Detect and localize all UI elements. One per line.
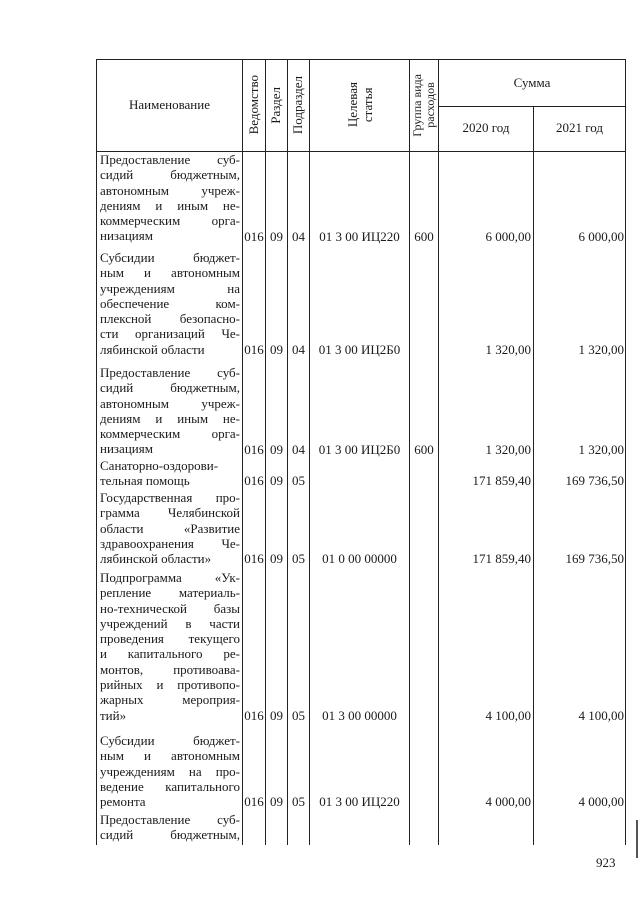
row-2020: 1 320,00 xyxy=(485,341,531,357)
row-name-line: репление материаль- xyxy=(100,585,240,601)
header-sum: Сумма xyxy=(513,74,551,90)
row-name-line: автономным учреж- xyxy=(100,182,240,198)
row-dept: 016 xyxy=(244,551,264,567)
row-name-line: низациям xyxy=(100,228,153,244)
row-section: 09 xyxy=(270,341,283,357)
row-name-line: учреждениям на про- xyxy=(100,763,240,779)
header-group-text xyxy=(411,74,437,137)
row-dept: 016 xyxy=(244,707,264,723)
row-name-line: Предоставление суб- xyxy=(100,365,240,380)
row-name xyxy=(100,570,240,723)
header-group xyxy=(410,60,438,150)
row-name-line: области «Развитие xyxy=(100,520,240,536)
row-dept: 016 xyxy=(244,473,264,489)
row-target: 01 3 00 00000 xyxy=(322,707,397,723)
row-dept: 016 xyxy=(244,794,264,810)
row-name-line: дениям и иным не- xyxy=(100,197,240,213)
header-dept xyxy=(243,60,265,150)
row-2021: 1 320,00 xyxy=(578,341,624,357)
row-2020: 6 000,00 xyxy=(485,228,531,244)
row-dept: 016 xyxy=(244,441,264,457)
header-dept-text: Ведомство xyxy=(245,75,261,135)
row-name-line: Санаторно-оздорови- xyxy=(100,458,219,473)
row-name-line: ведение капитального xyxy=(100,778,240,794)
row-2020: 171 859,40 xyxy=(472,473,531,489)
row-target: 01 3 00 ИЦ220 xyxy=(319,794,400,810)
row-subsection: 05 xyxy=(292,707,305,723)
row-name-line: плексной безопасно- xyxy=(100,311,240,327)
row-name-line: но-технической базы xyxy=(100,600,240,616)
row-name-line: учреждений в части xyxy=(100,615,240,631)
row-name-line: учреждениям на xyxy=(100,280,240,296)
row-2020: 171 859,40 xyxy=(472,551,531,567)
row-name-line: Подпрограмма «Ук- xyxy=(100,570,240,585)
row-2020: 4 000,00 xyxy=(485,794,531,810)
row-2021: 4 000,00 xyxy=(578,794,624,810)
row-subsection: 05 xyxy=(292,551,305,567)
row-name-line: дениям и иным не- xyxy=(100,410,240,426)
row-2021: 4 100,00 xyxy=(578,707,624,723)
row-name xyxy=(100,458,240,489)
row-2021: 169 736,50 xyxy=(565,551,624,567)
header-group-line2: расходов xyxy=(423,82,437,128)
row-dept: 016 xyxy=(244,228,264,244)
header-year-2020: 2020 год xyxy=(462,120,510,136)
header-target-line2: статья xyxy=(359,87,375,123)
header-target xyxy=(310,60,409,150)
row-name-line: сти организаций Че- xyxy=(100,326,240,342)
row-target: 01 0 00 00000 xyxy=(322,551,397,567)
row-name-line: здравоохранения Че- xyxy=(100,535,240,551)
header-target-line1: Целевая xyxy=(344,82,360,128)
row-name-line: ным и автономным xyxy=(100,265,240,281)
row-group: 600 xyxy=(414,441,434,457)
row-name-line: обеспечение ком- xyxy=(100,295,240,311)
row-name-line: автономным учреж- xyxy=(100,395,240,411)
row-name-line: ным и автономным xyxy=(100,748,240,764)
row-dept: 016 xyxy=(244,341,264,357)
row-name-line: Предоставление суб- xyxy=(100,812,240,827)
row-section: 09 xyxy=(270,794,283,810)
row-name xyxy=(100,733,240,809)
row-name-line: ремонта xyxy=(100,794,146,810)
row-name-line: Государственная про- xyxy=(100,490,240,505)
scan-mark xyxy=(636,820,638,858)
row-name-line: жарных мероприя- xyxy=(100,692,240,708)
header-subsection xyxy=(288,60,309,150)
row-name-line: монтов, противоава- xyxy=(100,661,240,677)
row-name-line: грамма Челябинской xyxy=(100,505,240,521)
row-name xyxy=(100,365,240,457)
row-name-line: сидий бюджетным, xyxy=(100,827,240,843)
row-target: 01 3 00 ИЦ2Б0 xyxy=(318,341,401,357)
row-2021: 6 000,00 xyxy=(578,228,624,244)
row-section: 09 xyxy=(270,551,283,567)
col-line-right xyxy=(625,59,626,845)
row-subsection: 05 xyxy=(292,473,305,489)
row-name-line: проведения текущего xyxy=(100,631,240,647)
row-section: 09 xyxy=(270,473,283,489)
row-2020: 4 100,00 xyxy=(485,707,531,723)
row-name-line: тельная помощь xyxy=(100,473,190,489)
row-subsection: 04 xyxy=(292,341,305,357)
header-subsection-text: Подраздел xyxy=(290,75,306,135)
row-name xyxy=(100,250,240,357)
row-2021: 1 320,00 xyxy=(578,441,624,457)
row-name-line: лябинской области» xyxy=(100,551,212,567)
header-target-text xyxy=(345,82,375,127)
row-subsection: 04 xyxy=(292,441,305,457)
row-section: 09 xyxy=(270,707,283,723)
row-name xyxy=(100,490,240,566)
row-section: 09 xyxy=(270,228,283,244)
row-name-line: сидий бюджетным, xyxy=(100,380,240,396)
row-name-line: Предоставление суб- xyxy=(100,152,240,167)
row-2020: 1 320,00 xyxy=(485,441,531,457)
header-group-line1: Группа вида xyxy=(410,73,424,137)
row-name-line: и капитального ре- xyxy=(100,646,240,662)
header-name: Наименование xyxy=(129,96,210,112)
header-year-2021: 2021 год xyxy=(556,120,603,136)
row-name-line: Субсидии бюджет- xyxy=(100,250,240,265)
row-name-line: рийных и противопо- xyxy=(100,677,240,693)
row-subsection: 05 xyxy=(292,794,305,810)
row-name-line: лябинской области xyxy=(100,341,205,357)
row-name-line: низациям xyxy=(100,441,153,457)
page-number: 923 xyxy=(596,855,616,870)
row-name-line: коммерческим орга- xyxy=(100,213,240,229)
row-target: 01 3 00 ИЦ220 xyxy=(319,228,400,244)
row-name xyxy=(100,812,240,843)
row-name-line: тий» xyxy=(100,707,127,723)
row-2021: 169 736,50 xyxy=(565,473,624,489)
row-group: 600 xyxy=(414,228,434,244)
row-name-line: сидий бюджетным, xyxy=(100,167,240,183)
row-name-line: Субсидии бюджет- xyxy=(100,733,240,748)
header-section xyxy=(266,60,287,150)
col-line-left xyxy=(96,59,97,845)
row-subsection: 04 xyxy=(292,228,305,244)
row-name xyxy=(100,152,240,244)
row-target: 01 3 00 ИЦ2Б0 xyxy=(318,441,401,457)
row-section: 09 xyxy=(270,441,283,457)
row-name-line: коммерческим орга- xyxy=(100,426,240,442)
header-section-text: Раздел xyxy=(268,86,284,124)
